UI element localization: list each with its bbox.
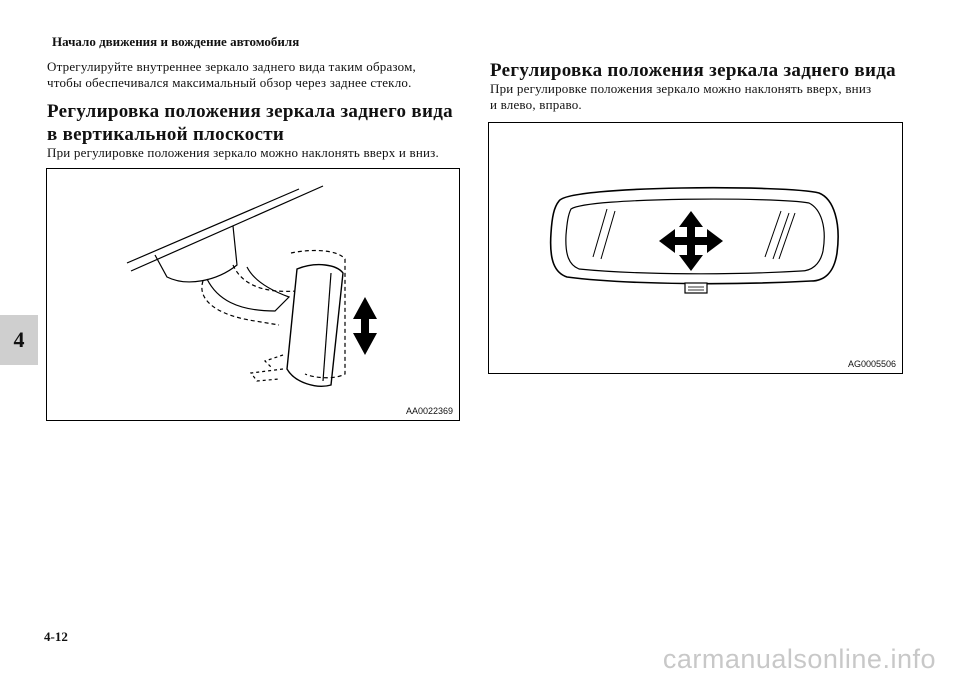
figure-code-left: AA0022369 <box>405 406 453 416</box>
intro-text-line-1: Отрегулируйте внутреннее зеркало заднего вида таким образом, <box>47 59 417 74</box>
chapter-tab <box>0 315 38 365</box>
mirror-side-illustration <box>47 169 459 420</box>
chapter-number: 4 <box>13 327 25 352</box>
figure-mirror-front <box>488 122 903 374</box>
page-number: 4-12 <box>44 629 68 644</box>
section-heading-vertical-line-1: Регулировка положения зеркала заднего вида <box>47 101 453 122</box>
mirror-front-illustration <box>489 123 902 373</box>
section-heading-full: Регулировка положения зеркала заднего вида <box>490 60 896 81</box>
intro-text-line-2: чтобы обеспечивался максимальный обзор через заднее стекло. <box>47 75 412 90</box>
section-text-full-line-1: При регулировке положения зеркало можно наклонять вверх, вниз <box>490 81 872 96</box>
figure-mirror-vertical <box>46 168 460 421</box>
section-text-full-line-2: и влево, вправо. <box>490 97 582 112</box>
running-head: Начало движения и вождение автомобиля <box>52 34 300 49</box>
figure-code-right: AG0005506 <box>847 359 896 369</box>
section-text-vertical: При регулировке положения зеркало можно наклонять вверх и вниз. <box>47 145 439 160</box>
watermark: carmanualsonline.info <box>662 644 936 674</box>
section-heading-vertical-line-2: в вертикальной плоскости <box>47 124 285 145</box>
